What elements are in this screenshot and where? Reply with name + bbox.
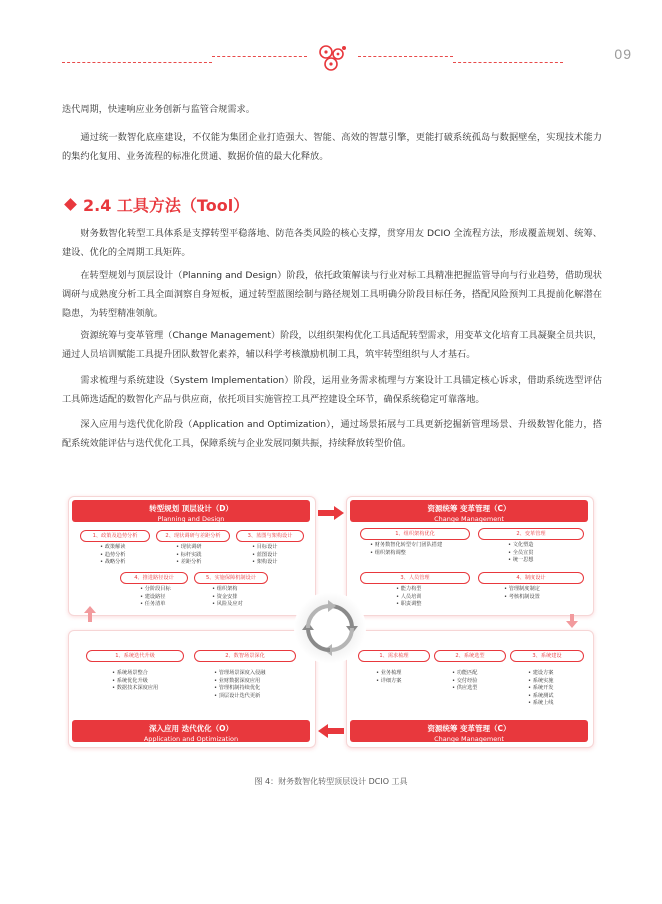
- panel-d-step-1: 1、政策及趋势分析: [80, 530, 150, 542]
- page-number: 09: [614, 46, 632, 62]
- list-item: • 任务清单: [140, 601, 171, 609]
- panel-d-subtitle: Planning and Design: [157, 515, 225, 523]
- list-item: • 系统优化升级: [112, 678, 158, 686]
- panel-c1-title: 资源统筹 变革管理（C）: [427, 504, 511, 513]
- panel-c1-step-2-items: [508, 542, 533, 565]
- panel-d-step-5: 5、实施保障机制设计: [194, 572, 268, 584]
- list-item: • 资金安排: [212, 594, 243, 602]
- list-item: • 蓝图设计: [252, 552, 277, 560]
- list-item: • 管理场景深度入侵融: [214, 670, 265, 678]
- list-item: • 文化塑造: [508, 542, 533, 550]
- diamond-bullet-icon: [64, 198, 77, 211]
- arrow-down-icon: [566, 614, 578, 628]
- list-item: • 架构设计: [252, 559, 277, 567]
- section-heading: [66, 193, 249, 216]
- panel-d-step-4-items: [140, 586, 171, 609]
- list-item: • 数据技术深度应用: [112, 685, 158, 693]
- list-item: • 组织架构: [212, 586, 243, 594]
- list-item: • 系统实施: [528, 678, 553, 686]
- list-item: • 系统上线: [528, 700, 553, 708]
- section-heading-text: 2.4 工具方法（Tool）: [83, 196, 250, 215]
- list-item: • 全员宣贯: [508, 550, 533, 558]
- panel-c2-step-3-items: [528, 670, 553, 708]
- list-item: • 顶层设计迭代更新: [214, 693, 265, 701]
- panel-d-step-3: 3、蓝图与架构设计: [236, 530, 304, 542]
- panel-d-step-2-items: [176, 544, 201, 567]
- cycle-arrows-icon: [300, 598, 360, 658]
- list-item: • 建设路径: [140, 594, 171, 602]
- panel-c2-step-2-items: [452, 670, 477, 693]
- section-paragraph-4: 需求梳理与系统建设（System Implementation）阶段，运用业务需求梳理与方案设计工具锚定核心诉求，借助系统选型评估工具筛选适配的数智化产品与供应商，依托项目实施管控工具严控建设全环节，确保系统稳定可靠落地。: [62, 375, 602, 405]
- list-item: • 业财数据深度应用: [214, 678, 265, 686]
- brand-logo-icon: [312, 40, 352, 76]
- list-item: • 职责调整: [396, 601, 421, 609]
- intro-paragraph-1: 迭代周期，快速响应业务创新与监管合规需求。: [62, 104, 255, 115]
- list-item: • 标杆实践: [176, 552, 201, 560]
- arrow-left-icon: [318, 724, 344, 738]
- header-line-left: [62, 62, 212, 63]
- list-item: • 现状调研: [176, 544, 201, 552]
- header-line-left-step: [212, 56, 307, 57]
- list-item: • 统一思想: [508, 557, 533, 565]
- panel-c1-step-4: 4、制度设计: [478, 572, 584, 584]
- panel-o-banner: [72, 720, 310, 742]
- list-item: • 系统开发: [528, 685, 553, 693]
- panel-c1-step-4-items: [504, 586, 540, 601]
- list-item: • 能力构型: [396, 586, 421, 594]
- panel-d-title: 转型规划 顶层设计（D）: [149, 504, 233, 513]
- panel-o-step-1: 1、系统迭代升级: [86, 650, 184, 662]
- panel-c2-subtitle: Change Management: [434, 735, 504, 743]
- section-paragraph-3: 资源统筹与变革管理（Change Management）阶段，以组织架构优化工具适配转型需求，用变革文化培育工具凝聚全员共识，通过人员培训赋能工具提升团队数智化素养，辅以科学考核激励机制工具，筑牢转型组织与人才基石。: [62, 330, 602, 360]
- list-item: • 交付经验: [452, 678, 477, 686]
- panel-c2-step-2: 2、系统选型: [434, 650, 506, 662]
- list-item: • 目标设计: [252, 544, 277, 552]
- panel-d-step-3-items: [252, 544, 277, 567]
- panel-c1-step-3-items: [396, 586, 421, 609]
- panel-d-banner: [72, 500, 310, 522]
- arrow-right-icon: [318, 506, 344, 520]
- list-item: • 管理机制持续优化: [214, 685, 265, 693]
- list-item: • 人员培训: [396, 594, 421, 602]
- panel-c2-step-1-items: [376, 670, 401, 685]
- list-item: • 功能匹配: [452, 670, 477, 678]
- panel-o-step-2: 2、数智场景深化: [194, 650, 296, 662]
- panel-o-step-2-items: [214, 670, 265, 700]
- list-item: • 供应选型: [452, 685, 477, 693]
- header-line-right-step: [358, 56, 453, 57]
- panel-d-step-2: 2、现状调研与差距分析: [156, 530, 230, 542]
- panel-c1-step-3: 3、人员管理: [360, 572, 470, 584]
- list-item: • 战略分析: [100, 559, 125, 567]
- panel-d-step-5-items: [212, 586, 243, 609]
- panel-c1-subtitle: Change Management: [434, 515, 504, 523]
- list-item: • 建设方案: [528, 670, 553, 678]
- panel-c2-banner: [350, 720, 588, 742]
- list-item: • 详细方案: [376, 678, 401, 686]
- list-item: • 考核机制设置: [504, 594, 540, 602]
- arrow-up-icon: [84, 606, 96, 622]
- list-item: • 风险及应对: [212, 601, 243, 609]
- panel-d-step-4: 4、推进路径设计: [120, 572, 188, 584]
- list-item: • 趋势分析: [100, 552, 125, 560]
- list-item: • 差距分析: [176, 559, 201, 567]
- section-paragraph-2: 在转型规划与顶层设计（Planning and Design）阶段，依托政策解读与行业对标工具精准把握监管导向与行业趋势，借助现状调研与成熟度分析工具全面洞察自身短板，通过转型蓝图绘制与路径规划工具明确分阶段目标任务，搭配风险预判工具提前化解潜在隐患，为转型精准领航。: [62, 270, 602, 319]
- panel-d-step-1-items: [100, 544, 125, 567]
- panel-c1-step-1: 1、组织架构优化: [360, 528, 470, 540]
- intro-paragraph-2: 通过统一数智化底座建设，不仅能为集团企业打造强大、智能、高效的智慧引擎，更能打破系统孤岛与数据壁垒，实现技术能力的集约化复用、业务流程的标准化贯通、数据价值的最大化释放。: [62, 132, 602, 162]
- panel-c1-step-1-items: [370, 542, 442, 557]
- panel-c2-title: 资源统筹 变革管理（C）: [427, 724, 511, 733]
- header-line-right: [453, 62, 563, 63]
- list-item: • 系统场景整合: [112, 670, 158, 678]
- list-item: • 管理制度制定: [504, 586, 540, 594]
- panel-c1-step-2: 2、变革管理: [478, 528, 584, 540]
- figure-caption: 图 4：财务数智化转型顶层设计 DCIO 工具: [254, 777, 408, 786]
- list-item: • 政策解读: [100, 544, 125, 552]
- list-item: • 组织架构调整: [370, 550, 442, 558]
- section-paragraph-1: 财务数智化转型工具体系是支撑转型平稳落地、防范各类风险的核心支撑，贯穿用友 DCIO 全流程方法，形成覆盖规划、统筹、建设、优化的全周期工具矩阵。: [62, 228, 602, 258]
- panel-c2-step-1: 1、需求梳理: [358, 650, 430, 662]
- list-item: • 财务数智化转型专门团队搭建: [370, 542, 442, 550]
- panel-c2-step-3: 3、系统建设: [510, 650, 584, 662]
- panel-o-subtitle: Application and Optimization: [143, 735, 239, 743]
- panel-o-step-1-items: [112, 670, 158, 693]
- list-item: • 分阶段目标: [140, 586, 171, 594]
- list-item: • 业务梳理: [376, 670, 401, 678]
- list-item: • 系统测试: [528, 693, 553, 701]
- panel-o-title: 深入应用 迭代优化（O）: [149, 724, 233, 733]
- panel-c1-banner: [350, 500, 588, 522]
- section-paragraph-5: 深入应用与迭代优化阶段（Application and Optimization），通过场景拓展与工具更新挖掘新管理场景、升级数智化能力，搭配系统效能评估与迭代优化工具，保障系统与企业发展同频共振，持续释放转型价值。: [62, 419, 602, 449]
